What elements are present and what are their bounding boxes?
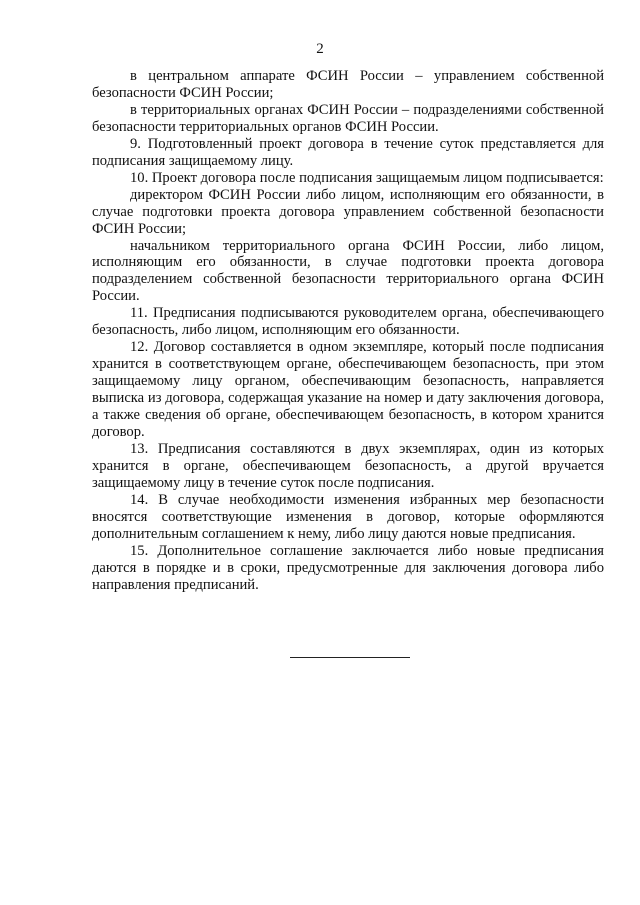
page-number: 2 <box>316 41 324 57</box>
paragraph-central-apparatus: в центральном аппарате ФСИН России – управлением собственной безопасности ФСИН России; <box>92 68 604 101</box>
paragraph-item-14: 14. В случае необходимости изменения избранных мер безопасности вносятся соответствующие изменения в договор, которые оформляются дополнительным соглашением к нему, либо лицу даются новые предписания. <box>92 491 604 542</box>
paragraph-item-9: 9. Подготовленный проект договора в течение суток представляется для подписания защищаемому лицу. <box>92 135 604 169</box>
closing-rule <box>290 657 410 658</box>
paragraph-territorial-bodies: в территориальных органах ФСИН России – подразделениями собственной безопасности территориальных органов ФСИН России. <box>92 101 604 135</box>
paragraph-director: директором ФСИН России либо лицом, исполняющим его обязанности, в случае подготовки проекта договора управлением собственной безопасности ФСИН России; <box>92 186 604 237</box>
paragraph-item-10: 10. Проект договора после подписания защищаемым лицом подписывается: <box>130 169 604 186</box>
paragraph-item-15: 15. Дополнительное соглашение заключается либо новые предписания даются в порядке и в сроки, предусмотренные для заключения договора либо направления предписаний. <box>92 542 604 593</box>
paragraph-territorial-head: начальником территориального органа ФСИН России, либо лицом, исполняющим его обязанности, в случае подготовки проекта договора подразделением собственной безопасности территориального органа ФСИН России. <box>92 237 604 305</box>
paragraph-item-11: 11. Предписания подписываются руководителем органа, обеспечивающего безопасность, либо лицом, исполняющим его обязанности. <box>92 305 604 339</box>
document-body <box>92 68 604 594</box>
paragraph-item-12: 12. Договор составляется в одном экземпляре, который после подписания хранится в соответствующем органе, обеспечивающем безопасность, при этом защищаемому лицу органом, обеспечивающим безопасность, направляется выписка из договора, содержащая указание на номер и дату заключения договора, а также сведения об органе, обеспечивающем безопасность, в котором хранится договор. <box>92 339 604 441</box>
paragraph-item-13: 13. Предписания составляются в двух экземплярах, один из которых хранится в органе, обеспечивающем безопасность, а другой вручается защищаемому лицу в течение суток после подписания. <box>92 440 604 491</box>
